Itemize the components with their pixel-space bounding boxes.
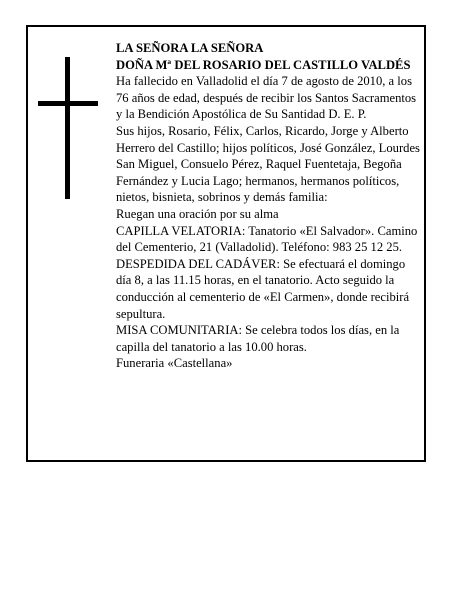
cross-horizontal-bar: [38, 101, 98, 106]
death-announcement: Ha fallecido en Valladolid el día 7 de agosto de 2010, a los 76 años de edad, después de recibir los Santos Sacramentos y la Bendición Apostólica de Su Santidad D. E. P.: [116, 74, 417, 122]
obituary-notice: [26, 25, 426, 462]
deceased-name: DOÑA Mª DEL ROSARIO DEL CASTILLO VALDÉS: [116, 57, 411, 72]
cross-icon: [38, 57, 98, 199]
farewell-details: DESPEDIDA DEL CADÁVER: Se efectuará el domingo día 8, a las 11.15 horas, en el tanatorio. Acto seguido la conducción al cementerio de «El Carmen», donde recibirá sepultura.: [116, 256, 410, 321]
wake-location: CAPILLA VELATORIA: Tanatorio «El Salvador». Camino del Cementerio, 21 (Valladolid). Teléfono: 983 25 12 25.: [116, 223, 418, 255]
funeral-home: Funeraria «Castellana»: [116, 356, 233, 371]
mass-details: MISA COMUNITARIA: Se celebra todos los días, en la capilla del tanatorio a las 10.00 horas.: [116, 323, 400, 354]
prayer-request: Ruegan una oración por su alma: [116, 206, 279, 221]
family-list: Sus hijos, Rosario, Félix, Carlos, Ricardo, Jorge y Alberto Herrero del Castillo; hijos políticos, José González, Lourdes San Miguel, Consuelo Pérez, Raquel Fuentetaja, Begoña Fernández y Lucia Lago; hermanos, hermanos políticos, nietos, bisnieta, sobrinos y demás familia:: [116, 123, 420, 205]
cross-vertical-bar: [65, 57, 70, 199]
notice-text: [116, 40, 422, 372]
header-line-1: LA SEÑORA LA SEÑORA: [116, 41, 264, 55]
